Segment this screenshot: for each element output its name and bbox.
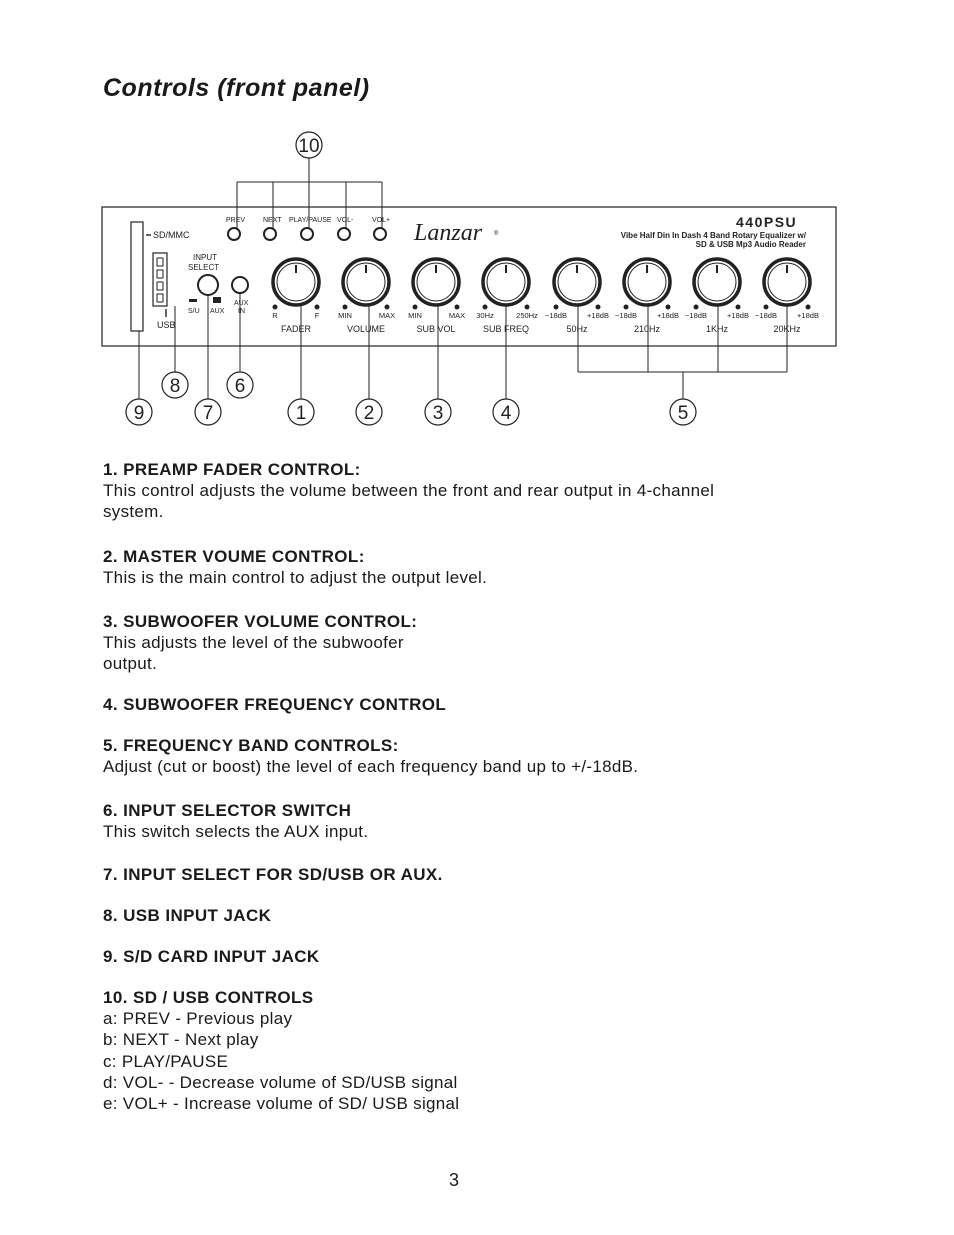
section-7 (103, 864, 863, 885)
aux-in-jack[interactable] (232, 277, 248, 293)
page-title: Controls (front panel) (103, 74, 370, 102)
section-9 (103, 946, 863, 967)
callout-5 (670, 399, 696, 425)
svg-text:®: ® (494, 231, 499, 237)
section-text: system. (103, 502, 164, 522)
section-heading: 3. SUBWOOFER VOLUME CONTROL: (103, 611, 418, 631)
section-4 (103, 694, 863, 715)
knob-1khz[interactable] (685, 259, 749, 334)
section-text: output. (103, 654, 158, 674)
knob-group (272, 259, 819, 334)
callout-3 (425, 399, 451, 425)
svg-text:AUX: AUX (234, 300, 249, 307)
knob-range-max-label: +18dB (797, 311, 819, 320)
knob-name-label: FADER (280, 324, 312, 334)
svg-text:8: 8 (169, 376, 181, 397)
svg-text:NEXT: NEXT (263, 217, 282, 224)
svg-text:USB: USB (157, 320, 176, 330)
section-text: d: VOL- - Decrease volume of SD/USB signal (103, 1072, 458, 1092)
knob-name-label: SUB FREQ (482, 324, 530, 334)
callout-4 (493, 399, 519, 425)
section-8 (103, 905, 863, 926)
section-text: Adjust (cut or boost) the level of each frequency band up to +/-18dB. (103, 757, 639, 777)
section-heading: 8. USB INPUT JACK (103, 906, 272, 926)
knob-range-max-label: +18dB (727, 311, 749, 320)
knob-50hz[interactable] (545, 259, 609, 334)
svg-text:SELECT: SELECT (188, 263, 220, 272)
section-heading: 2. MASTER VOUME CONTROL: (103, 546, 365, 566)
svg-text:4: 4 (500, 403, 512, 424)
section-heading: 4. SUBWOOFER FREQUENCY CONTROL (103, 695, 447, 715)
svg-text:Vibe Half Din In Dash 4 Band R: Vibe Half Din In Dash 4 Band Rotary Equalizer w/ (620, 231, 806, 240)
callout-10 (237, 132, 382, 230)
callout-2 (356, 399, 382, 425)
play-pause-button[interactable] (301, 228, 313, 240)
knob-volume[interactable] (338, 259, 395, 334)
section-text: This is the main control to adjust the output level. (103, 567, 488, 587)
callout-9 (126, 399, 152, 425)
page-number: 3 (449, 1170, 460, 1190)
knob-sub-vol[interactable] (408, 259, 465, 334)
svg-text:SD/MMC: SD/MMC (153, 230, 190, 240)
svg-text:9: 9 (133, 403, 145, 424)
section-heading: 1. PREAMP FADER CONTROL: (103, 460, 361, 479)
section-text: e: VOL+ - Increase volume of SD/ USB signal (103, 1094, 460, 1114)
svg-text:7: 7 (202, 403, 214, 424)
section-2 (103, 546, 863, 588)
knob-range-max-label: +18dB (587, 311, 609, 320)
knob-fader[interactable] (272, 259, 319, 334)
section-text: This adjusts the level of the subwoofer (103, 632, 404, 652)
knob-210hz[interactable] (615, 259, 679, 334)
section-heading: 7. INPUT SELECT FOR SD/USB OR AUX. (103, 865, 443, 885)
section-text: a: PREV - Previous play (103, 1009, 293, 1029)
svg-text:VOL+: VOL+ (372, 217, 391, 224)
prev-button[interactable] (228, 228, 240, 240)
knob-range-max-label: +18dB (657, 311, 679, 320)
svg-text:IN: IN (238, 308, 245, 315)
knob-name-label: 20KHz (773, 324, 801, 334)
section-text: This control adjusts the volume between the front and rear output in 4-channel (103, 481, 715, 500)
callout-group (126, 372, 696, 425)
brand-logo: Lanzar (414, 220, 483, 246)
svg-text:10: 10 (298, 136, 320, 157)
section-6 (103, 800, 863, 842)
svg-text:3: 3 (432, 403, 444, 424)
model-number: 440PSU (736, 214, 798, 230)
knob-range-min-label: −18dB (755, 311, 777, 320)
svg-text:2: 2 (363, 403, 375, 424)
section-text: b: NEXT - Next play (103, 1030, 259, 1050)
knob-range-min-label: −18dB (685, 311, 707, 320)
knob-range-max-label: F (314, 311, 320, 320)
vol-up-button[interactable] (374, 228, 386, 240)
knob-name-label: 50Hz (566, 324, 588, 334)
input-select-switch[interactable] (198, 275, 218, 295)
callout-6 (227, 372, 253, 398)
svg-text:AUX: AUX (210, 308, 225, 315)
svg-text:6: 6 (234, 376, 246, 397)
svg-text:SD & USB Mp3 Audio Reader: SD & USB Mp3 Audio Reader (695, 240, 806, 249)
section-heading: 9. S/D CARD INPUT JACK (103, 947, 320, 967)
knob-range-min-label: R (272, 311, 278, 320)
knob-name-label: SUB VOL (416, 324, 456, 334)
sd-card-slot[interactable] (131, 222, 143, 331)
section-heading: 10. SD / USB CONTROLS (103, 988, 314, 1008)
section-heading: 6. INPUT SELECTOR SWITCH (103, 800, 352, 820)
callout-1 (288, 399, 314, 425)
knob-range-min-label: MIN (338, 311, 352, 320)
section-text: This switch selects the AUX input. (103, 821, 369, 841)
svg-text:PLAY/PAUSE: PLAY/PAUSE (289, 217, 332, 224)
callout-7 (195, 399, 221, 425)
svg-text:1: 1 (295, 403, 307, 424)
section-10 (103, 987, 863, 1114)
knob-range-min-label: MIN (408, 311, 422, 320)
knob-name-label: 210Hz (633, 324, 661, 334)
knob-sub-freq[interactable] (476, 259, 538, 334)
control-descriptions (103, 459, 863, 1115)
knob-name-label: 1KHz (705, 324, 729, 334)
section-text: c: PLAY/PAUSE (103, 1051, 229, 1071)
knob-range-min-label: −18dB (545, 311, 567, 320)
svg-text:PREV: PREV (226, 217, 246, 224)
sd-usb-buttons (226, 217, 390, 240)
front-panel-diagram (0, 120, 954, 440)
section-1 (103, 459, 863, 523)
knob-range-min-label: 30Hz (476, 311, 494, 320)
section-5 (103, 735, 863, 777)
knob-range-max-label: 250Hz (516, 311, 538, 320)
vol-down-button[interactable] (338, 228, 350, 240)
svg-text:5: 5 (677, 403, 689, 424)
callout-8 (162, 372, 188, 398)
svg-text:INPUT: INPUT (193, 253, 217, 262)
knob-range-max-label: MAX (378, 311, 396, 320)
knob-name-label: VOLUME (346, 324, 386, 334)
section-3 (103, 611, 863, 675)
knob-range-max-label: MAX (448, 311, 466, 320)
section-heading: 5. FREQUENCY BAND CONTROLS: (103, 736, 399, 756)
svg-text:VOL-: VOL- (337, 217, 354, 224)
knob-range-min-label: −18dB (615, 311, 637, 320)
next-button[interactable] (264, 228, 276, 240)
svg-text:S/U: S/U (188, 308, 200, 315)
